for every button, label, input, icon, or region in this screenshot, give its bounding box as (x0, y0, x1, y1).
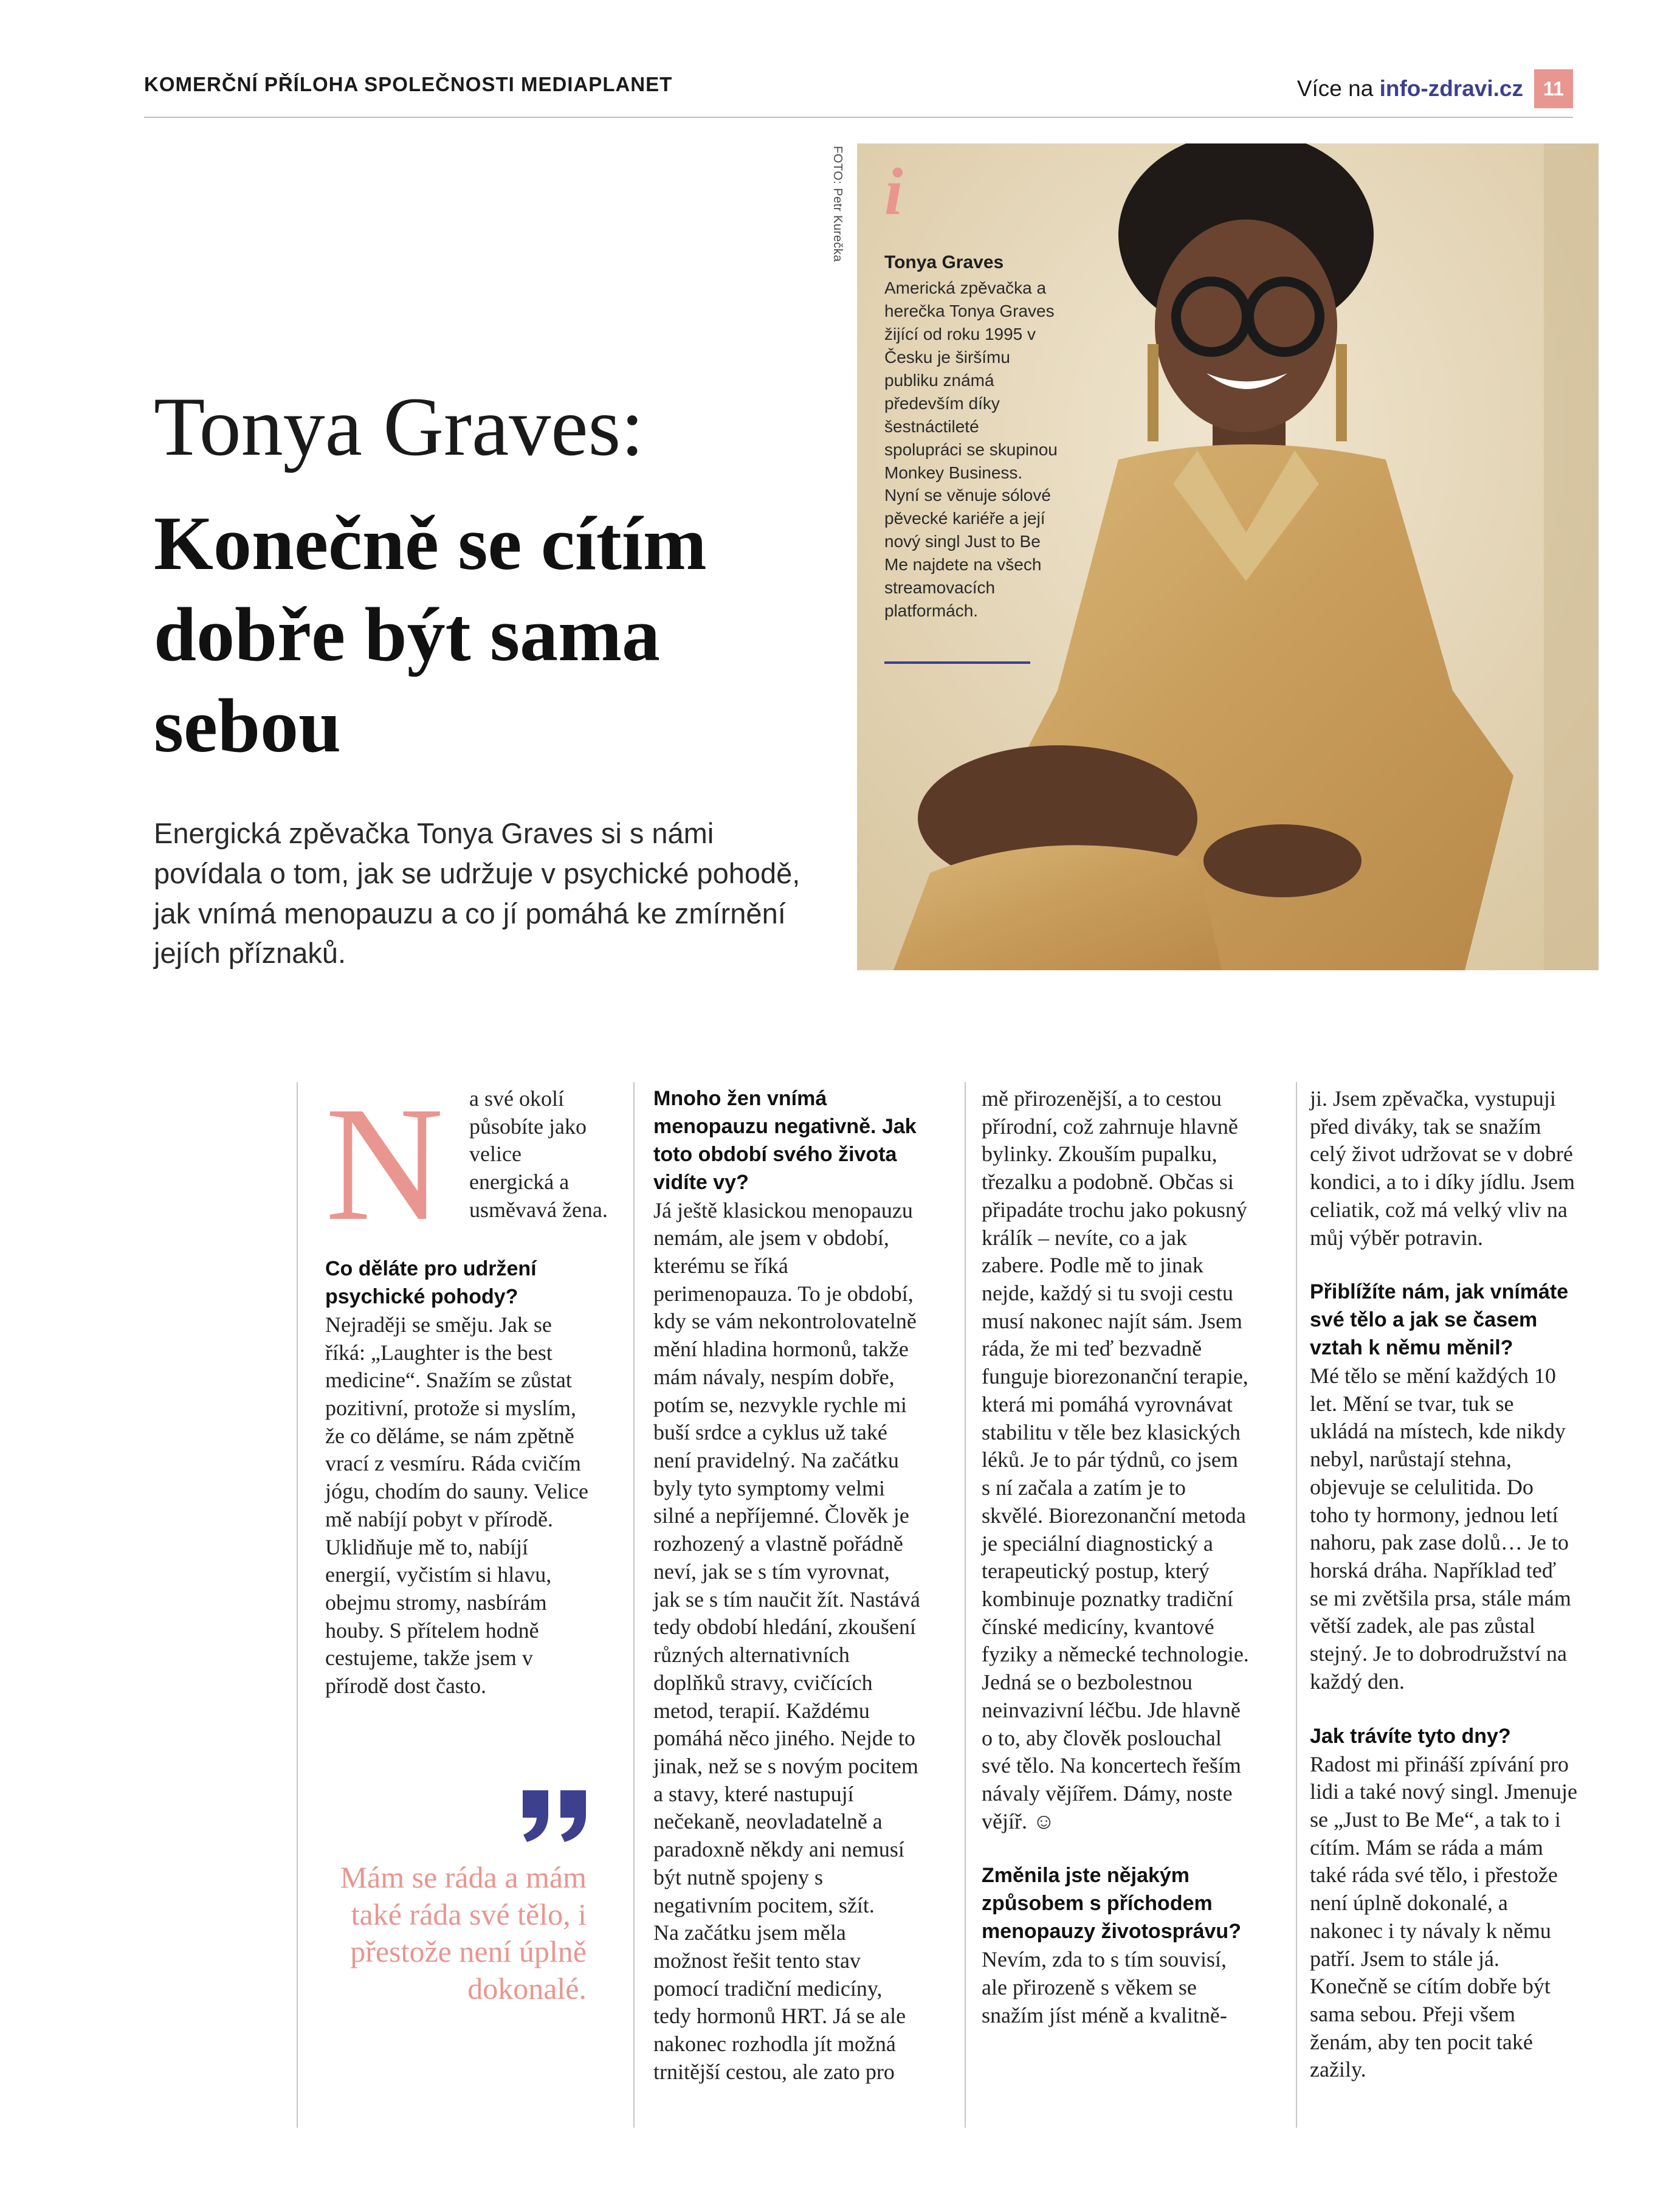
column-rule (297, 1082, 298, 2128)
info-icon: i (884, 154, 903, 229)
more-link[interactable] (1297, 76, 1523, 102)
page-number: 11 (1534, 69, 1573, 108)
column-rule (633, 1082, 635, 2128)
lead-paragraph: Energická zpěvačka Tonya Graves si s námi povídala o tom, jak se udržuje v psychické pohodě, jak vnímá menopauzu a co jí pomáhá ke zmírnění jejích příznaků. (154, 817, 800, 970)
answer-3-continued: ji. Jsem zpěvačka, vystupuji před diváky, tak se snažím celý život udržovat se v dobré kondici, a to i díky jídlu. Jsem celiatik, což má velký vliv na můj výběr potravin. (1310, 1086, 1575, 1250)
question-1: Co děláte pro udržení psychické pohody? (325, 1257, 537, 1308)
answer-5: Radost mi přináší zpívání pro lidi a také nový singl. Jmenuje se „Just to Be Me“, a tak to i cítím. Mám se ráda a mám také ráda své tělo, i přestože není úplně dokonalé, a nakonec i ty návaly k němu patří. Jsem to stále já. Konečně se cítím dobře být sama sebou. Přeji všem ženám, aby ten pocit také zažily. (1310, 1751, 1577, 2082)
question-4: Přiblížíte nám, jak vnímáte své tělo a jak se časem vztah k němu měnil? (1310, 1280, 1569, 1360)
infobox-text: Americká zpěvačka a herečka Tonya Graves žijící od roku 1995 v Česku je širšímu publiku známá především díky šestnáctileté spolupráci se skupinou Monkey Business. Nyní se věnuje sólové pěvecké kariéře a její nový singl Just to Be Me najdete na všech streamovacích platformách. (884, 278, 1058, 621)
column-rule (965, 1082, 966, 2128)
photo-credit: FOTO: Petr Kurečka (831, 146, 844, 262)
headline-name: Tonya Graves: (154, 380, 644, 473)
drop-cap: N (325, 1073, 444, 1255)
column-rule (1296, 1082, 1297, 2128)
supplement-label: KOMERČNÍ PŘÍLOHA SPOLEČNOSTI MEDIAPLANET (144, 73, 673, 95)
answer-2-paragraph-1: Já ještě klasickou menopauzu nemám, ale jsem v období, kterému se říká perimenopauza. To je období, kdy se vám nekontrolovatelně mění hladina hormonů, takže mám návaly, nespím dobře, potím se, nezvykle rychle mi buší srdce a cyklus už také není pravidelný. Na začátku byly tyto symptomy velmi silné a nepříjemné. Člověk je rozhozený a vlastně pořádně neví, jak se s tím vyrovnat, jak se s tím naučit žít. Nastává tedy období hledání, zkoušení různých alternativních doplňků stravy, cvičících metod, terapií. Každému pomáhá něco jiného. Nejde to jinak, než se s novým pocitem a stavy, které nastupují nečekaně, neovladatelně a paradoxně někdy ani nemusí být nutně spojeny s negativním pocitem, sžít. (653, 1198, 920, 1917)
column-4 (1310, 1085, 1577, 2084)
column-1 (325, 1255, 593, 1700)
answer-4: Mé tělo se mění každých 10 let. Mění se tvar, tuk se ukládá na místech, kde nikdy nebyl, narůstají stehna, objevuje se celulitida. Do toho ty hormony, jednou letí nahoru, pak zase dolů… Je to horská dráha. Například teď se mi zvětšila prsa, stále mám větší zadek, ale pas zůstal stejný. Je to dobrodružství na každý den. (1310, 1363, 1571, 1694)
infobox-name: Tonya Graves (884, 252, 1004, 272)
article-intro: a své okolí působíte jako velice energická a usměvavá žena. (469, 1086, 608, 1222)
column-3 (982, 1085, 1249, 2029)
pull-quote: Mám se ráda a mám také ráda své tělo, i přestože není úplně dokonalé. (340, 1860, 587, 2006)
more-prefix: Více na (1296, 76, 1374, 101)
headline-title: Konečně se cítím dobře být sama sebou (154, 502, 707, 768)
header-right (1297, 69, 1573, 108)
answer-3: Nevím, zda to s tím souvisí, ale přirozeně s věkem se snažím jíst méně a kvalitně- (982, 1947, 1227, 2027)
column-2 (653, 1085, 921, 2086)
header-divider (144, 117, 1573, 118)
question-5: Jak trávíte tyto dny? (1310, 1724, 1511, 1748)
question-3: Změnila jste nějakým způsobem s příchodem menopauzy životosprávu? (982, 1864, 1241, 1944)
question-2: Mnoho žen vnímá menopauzu negativně. Jak toto období svého života vidíte vy? (653, 1087, 917, 1194)
answer-2-continued: mě přirozenější, a to cestou přírodní, což zahrnuje hlavně bylinky. Zkouším pupalku, třezalku a podobně. Občas si připadáte trochu jako pokusný králík – nevíte, co a jak zabere. Podle mě to jinak nejde, každý si tu svoji cestu musí nakonec najít sám. Jsem ráda, že mi teď bezvadně funguje biorezonanční terapie, která mi pomáhá vyrovnávat stabilitu v těle bez klasických léků. Je to pár týdnů, co jsem s ní začala a zatím je to skvělé. Biorezonanční metoda je speciální diagnostický a terapeutický postup, který kombinuje poznatky tradiční čínské medicíny, kvantové fyziky a německé technologie. Jedná se o bezbolestnou neinvazivní léčbu. Jde hlavně o to, aby člověk poslouchal své tělo. Na koncertech řeším návaly vějířem. Dámy, noste vějíř. ☺ (982, 1086, 1249, 1833)
answer-1: Nejraději se směju. Jak se říká: „Laughter is the best medicine“. Snažím se zůstat pozitivní, protože si myslím, že co děláme, se nám zpětně vrací z vesmíru. Ráda cvičím jógu, chodím do sauny. Velice mě nabíjí pobyt v přírodě. Uklidňuje mě to, nabíjí energií, vyčistím si hlavu, obejmu stromy, nasbírám houby. S přítelem hodně cestujeme, takže jsem v přírodě dost často. (325, 1312, 588, 1699)
answer-2-paragraph-2: Na začátku jsem měla možnost řešit tento stav pomocí tradiční medicíny, tedy hormonů HRT. Já se ale nakonec rozhodla jít možná trnitější cestou, ale zato pro (653, 1920, 906, 2084)
site-link[interactable]: info-zdravi.cz (1379, 76, 1523, 101)
quote-mark-icon (517, 1784, 593, 1845)
infobox-rule (884, 661, 1030, 664)
